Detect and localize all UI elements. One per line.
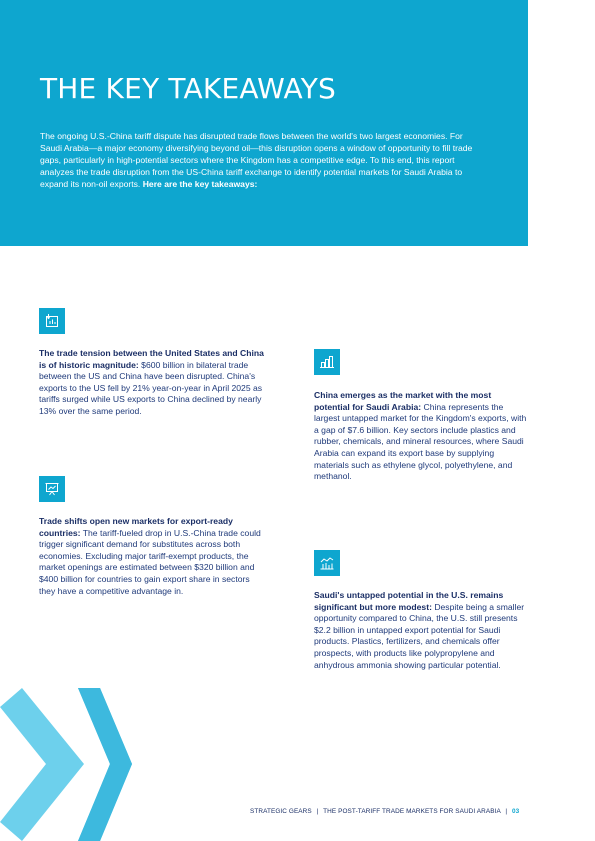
takeaway-trade-shifts	[39, 476, 264, 597]
header-banner	[0, 0, 528, 246]
takeaway-text	[39, 348, 264, 418]
footer-brand: STRATEGIC GEARS	[250, 808, 312, 815]
intro-bold-text: Here are the key takeaways:	[142, 179, 258, 189]
takeaway-text	[314, 390, 529, 483]
takeaway-trade-tension	[39, 308, 264, 418]
takeaway-body: The tariff-fueled drop in U.S.-China trade could trigger significant demand for substitutes across both economies. Excluding major tariff-exempt products, the market openings are estimated between $320 billion and $400 billion for countries to gain export share in sectors they have a competitive advantage in.	[39, 527, 261, 596]
page-title: THE KEY TAKEAWAYS	[40, 72, 336, 105]
takeaway-text	[314, 590, 529, 671]
page-footer	[250, 808, 560, 815]
footer-separator: |	[505, 808, 508, 815]
takeaway-china-market	[314, 349, 529, 483]
footer-separator: |	[316, 808, 319, 815]
page-number: 03	[512, 808, 520, 815]
takeaway-us-market	[314, 550, 529, 671]
takeaway-heading: Trade shifts open new markets for export-ready countries:	[39, 516, 233, 538]
takeaway-body: $600 billion in bilateral trade between the US and China have been disrupted. China's exports to the US fell by 21% year-on-year in April 2025 as tariffs surged while US exports to China declined by nearly 13% over the same period.	[39, 359, 263, 416]
takeaway-body: China represents the largest untapped market for the Kingdom's exports, with a gap of $7.6 billion. Key sectors include plastics and rubber, chemicals, and mineral resources, where Saudi Arabia can expand its export base by supplying materials such as ethylene glycol, polyethylene, and methanol.	[314, 401, 527, 482]
intro-text: The ongoing U.S.-China tariff dispute has disrupted trade flows between the world's two largest economies. For Saudi Arabia—a major economy diversifying beyond oil—this disruption opens a window of opportunity to fill trade gaps, particularly in high-potential sectors where the Kingdom has a competitive edge. To this end, this report analyzes the trade disruption from the US-China tariff exchange to identify potential markets for Saudi Arabia to expand its non-oil exports.	[40, 131, 473, 189]
bar-chart-icon	[314, 349, 340, 375]
takeaway-body: Despite being a smaller opportunity compared to China, the U.S. still presents $2.2 billion in untapped export potential for Saudi products. Plastics, fertilizers, and chemicals offer prospects, with products like polypropylene and anhydrous ammonia showing particular potential.	[314, 601, 525, 670]
takeaway-text	[39, 516, 264, 597]
takeaway-heading: China emerges as the market with the most potential for Saudi Arabia:	[314, 390, 492, 412]
takeaway-heading: Saudi's untapped potential in the U.S. remains significant but more modest:	[314, 590, 504, 612]
trend-chart-icon	[314, 550, 340, 576]
presentation-board-icon	[39, 476, 65, 502]
footer-title: THE POST-TARIFF TRADE MARKETS FOR SAUDI ARABIA	[323, 808, 501, 815]
takeaway-heading: The trade tension between the United States and China is of historic magnitude:	[39, 348, 264, 370]
chevron-decoration-icon	[0, 688, 150, 841]
download-chart-icon	[39, 308, 65, 334]
intro-paragraph	[40, 130, 486, 190]
